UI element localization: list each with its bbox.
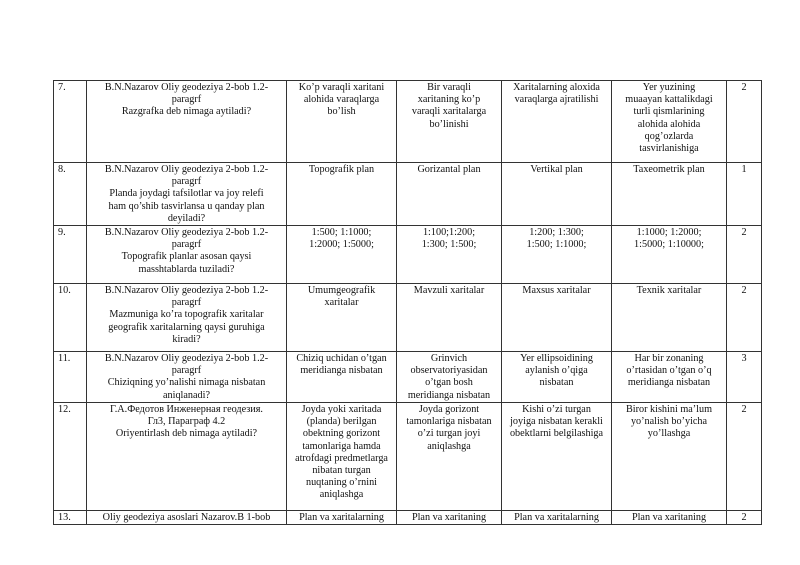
table-row — [54, 511, 762, 525]
questions-table — [53, 80, 762, 525]
question-text — [87, 163, 287, 226]
answer-option-3 — [502, 352, 612, 403]
answer-option-4-line: qog’ozlarda — [644, 130, 694, 142]
question-text — [87, 352, 287, 403]
answer-option-4-line: meridianga nisbatan — [627, 377, 711, 389]
answer-option-2-line: meridianga nisbatan — [407, 389, 491, 401]
answer-option-1 — [287, 352, 397, 403]
answer-option-2-line: Plan va xaritaning — [411, 512, 487, 524]
questions-table-body — [54, 81, 762, 525]
answer-option-4-line: Biror kishini ma’lum — [625, 404, 713, 416]
question-number: 9. — [54, 226, 87, 284]
answer-option-2-line: Mavzuli xaritalar — [413, 285, 485, 297]
answer-option-2-line: Bir varaqli — [427, 82, 471, 93]
question-text-line: paragrf — [171, 297, 202, 309]
answer-option-2-line: varaqli xaritalarga — [411, 106, 487, 118]
question-text — [87, 81, 287, 163]
question-text — [87, 511, 287, 525]
answer-option-4-line: Plan va xaritaning — [631, 512, 707, 524]
answer-option-4-line: alohida alohida — [637, 118, 701, 130]
question-number: 7. — [54, 81, 87, 163]
answer-option-1-line: Ko’p varaqli xaritani — [298, 82, 385, 93]
answer-option-4-line: Taxeometrik plan — [633, 164, 705, 175]
answer-option-3-line: nisbatan — [539, 377, 574, 389]
answer-option-1 — [287, 511, 397, 525]
answer-option-1-line: alohida varaqlarga — [303, 94, 380, 106]
correct-answer-number: 2 — [727, 511, 762, 525]
answer-option-2 — [397, 403, 502, 511]
answer-option-4 — [612, 284, 727, 352]
answer-option-1-line: (planda) berilgan — [306, 416, 377, 428]
question-number: 8. — [54, 163, 87, 226]
correct-answer-number: 2 — [727, 226, 762, 284]
question-text — [87, 403, 287, 511]
answer-option-3-line: Yer ellipsoidining — [520, 353, 593, 365]
answer-option-3-line: 1:200; 1:300; — [529, 227, 584, 239]
question-number: 12. — [54, 403, 87, 511]
answer-option-1 — [287, 403, 397, 511]
answer-option-3-line: Plan va xaritalarning — [514, 512, 599, 524]
answer-option-1-line: 1:2000; 1:5000; — [309, 239, 374, 251]
question-text-line: Mazmuniga ko’ra topografik xaritalar — [109, 309, 264, 321]
answer-option-4-line: Yer yuzining — [642, 82, 696, 93]
answer-option-1-line: Topografik plan — [308, 164, 375, 175]
answer-option-2 — [397, 284, 502, 352]
question-text-line: B.N.Nazarov Oliy geodeziya 2-bob 1.2- — [104, 353, 269, 365]
question-text-line: paragrf — [171, 176, 202, 188]
answer-option-3-line: Xaritalarning aloxida — [513, 82, 600, 93]
answer-option-1-line: xaritalar — [324, 297, 359, 309]
question-text-line: Oriyentirlash deb nimaga aytiladi? — [115, 428, 258, 440]
question-text-line: aniqlanadi? — [163, 389, 210, 401]
question-text-line: kiradi? — [172, 333, 201, 345]
answer-option-2 — [397, 81, 502, 163]
question-text — [87, 284, 287, 352]
answer-option-1-line: 1:500; 1:1000; — [311, 227, 372, 239]
answer-option-4-line: muaayan kattalikdagi — [625, 94, 713, 106]
table-row — [54, 81, 762, 163]
answer-option-4 — [612, 81, 727, 163]
answer-option-4-line: yo’nalish bo’yicha — [630, 416, 708, 428]
question-text-line: paragrf — [171, 365, 202, 377]
answer-option-4 — [612, 226, 727, 284]
answer-option-2-line: 1:100;1:200; — [422, 227, 476, 239]
answer-option-3 — [502, 226, 612, 284]
question-number: 10. — [54, 284, 87, 352]
answer-option-4-line: 1:1000; 1:2000; — [636, 227, 702, 239]
answer-option-2-line: observatoriyasidan — [410, 365, 488, 377]
answer-option-3-line: joyiga nisbatan kerakli — [510, 416, 603, 428]
table-row — [54, 352, 762, 403]
correct-answer-number: 1 — [727, 163, 762, 226]
correct-answer-number: 3 — [727, 352, 762, 403]
question-text-line: Oliy geodeziya asoslari Nazarov.B 1-bob — [102, 512, 271, 524]
answer-option-3-line: 1:500; 1:1000; — [526, 239, 587, 251]
correct-answer-number: 2 — [727, 403, 762, 511]
question-text-line: B.N.Nazarov Oliy geodeziya 2-bob 1.2- — [104, 227, 269, 239]
answer-option-2 — [397, 352, 502, 403]
answer-option-3-line: Vertikal plan — [530, 164, 583, 175]
question-text-line: ham qo’shib tasvirlansa u qanday plan — [108, 200, 265, 212]
question-text-line: Planda joydagi tafsilotlar va joy relefi — [109, 188, 264, 200]
answer-option-3-line: obektlarni belgilashiga — [509, 428, 604, 440]
answer-option-4 — [612, 352, 727, 403]
table-row — [54, 284, 762, 352]
answer-option-1-line: meridianga nisbatan — [300, 365, 383, 377]
answer-option-1 — [287, 284, 397, 352]
question-text-line: B.N.Nazarov Oliy geodeziya 2-bob 1.2- — [104, 82, 269, 93]
question-text-line: Г.А.Федотов Инженерная геодезия. — [110, 404, 263, 416]
answer-option-1 — [287, 81, 397, 163]
answer-option-2-line: Joyda gorizont — [418, 404, 480, 416]
question-text-line: geografik xaritalarning qaysi guruhiga — [108, 321, 265, 333]
answer-option-2-line: o’zi turgan joyi — [417, 428, 481, 440]
answer-option-2-line: Gorizantal plan — [417, 164, 481, 175]
question-text-line: masshtablarda tuziladi? — [138, 263, 235, 275]
answer-option-2-line: aniqlashga — [427, 440, 471, 452]
answer-option-1-line: bo’lish — [327, 106, 356, 118]
question-text-line: paragrf — [171, 239, 202, 251]
question-text-line: B.N.Nazarov Oliy geodeziya 2-bob 1.2- — [104, 164, 269, 175]
table-row — [54, 403, 762, 511]
answer-option-4-line: 1:5000; 1:10000; — [634, 239, 704, 251]
question-text-line: Гл3, Параграф 4.2 — [147, 416, 226, 428]
answer-option-4 — [612, 403, 727, 511]
answer-option-1-line: Plan va xaritalarning — [299, 512, 384, 524]
answer-option-1-line: obektning gorizont — [302, 428, 381, 440]
answer-option-1-line: Chiziq uchidan o’tgan — [296, 353, 387, 365]
question-text-line: Topografik planlar asosan qaysi — [121, 251, 252, 263]
question-text-line: Chiziqning yo’nalishi nimaga nisbatan — [107, 377, 266, 389]
answer-option-1-line: aniqlashga — [319, 489, 364, 501]
answer-option-4-line: o’rtasidan o’tgan o’q — [626, 365, 712, 377]
answer-option-3-line: aylanish o’qiga — [525, 365, 588, 377]
answer-option-3-line: Kishi o’zi turgan — [522, 404, 591, 416]
answer-option-1-line: nibatan turgan — [312, 465, 371, 477]
correct-answer-number: 2 — [727, 284, 762, 352]
question-text-line: paragrf — [171, 94, 202, 106]
question-number: 11. — [54, 352, 87, 403]
answer-option-2-line: o’tgan bosh — [425, 377, 473, 389]
answer-option-4-line: Texnik xaritalar — [636, 285, 702, 297]
answer-option-1-line: tamonlariga hamda — [302, 440, 381, 452]
answer-option-1 — [287, 163, 397, 226]
answer-option-4-line: yo’llashga — [647, 428, 691, 440]
correct-answer-number: 2 — [727, 81, 762, 163]
question-text-line: B.N.Nazarov Oliy geodeziya 2-bob 1.2- — [104, 285, 269, 297]
answer-option-2 — [397, 511, 502, 525]
answer-option-4-line: turli qismlarining — [633, 106, 705, 118]
answer-option-2-line: Grinvich — [430, 353, 468, 365]
answer-option-2-line: tamonlariga nisbatan — [406, 416, 492, 428]
answer-option-3 — [502, 284, 612, 352]
answer-option-3 — [502, 403, 612, 511]
answer-option-4-line: Har bir zonaning — [634, 353, 704, 365]
answer-option-2-line: xaritaning ko’p — [417, 94, 481, 106]
question-text-line: deyiladi? — [167, 212, 206, 224]
answer-option-3-line: varaqlarga ajratilishi — [514, 94, 599, 106]
answer-option-3-line: Maxsus xaritalar — [522, 285, 591, 297]
question-number: 13. — [54, 511, 87, 525]
answer-option-2-line: bo’linishi — [429, 118, 469, 130]
answer-option-4-line: tasvirlanishiga — [639, 143, 699, 155]
answer-option-3 — [502, 163, 612, 226]
answer-option-1-line: nuqtaning o’rnini — [305, 477, 378, 489]
answer-option-1 — [287, 226, 397, 284]
answer-option-4 — [612, 511, 727, 525]
table-row — [54, 226, 762, 284]
answer-option-3 — [502, 81, 612, 163]
answer-option-1-line: atrofdagi predmetlarga — [295, 452, 388, 464]
answer-option-1-line: Umumgeografik — [307, 285, 376, 297]
answer-option-2-line: 1:300; 1:500; — [421, 239, 477, 251]
table-row — [54, 163, 762, 226]
answer-option-2 — [397, 163, 502, 226]
answer-option-2 — [397, 226, 502, 284]
question-text — [87, 226, 287, 284]
answer-option-1-line: Joyda yoki xaritada — [301, 404, 382, 416]
question-text-line: Razgrafka deb nimaga aytiladi? — [121, 106, 252, 118]
answer-option-3 — [502, 511, 612, 525]
answer-option-4 — [612, 163, 727, 226]
